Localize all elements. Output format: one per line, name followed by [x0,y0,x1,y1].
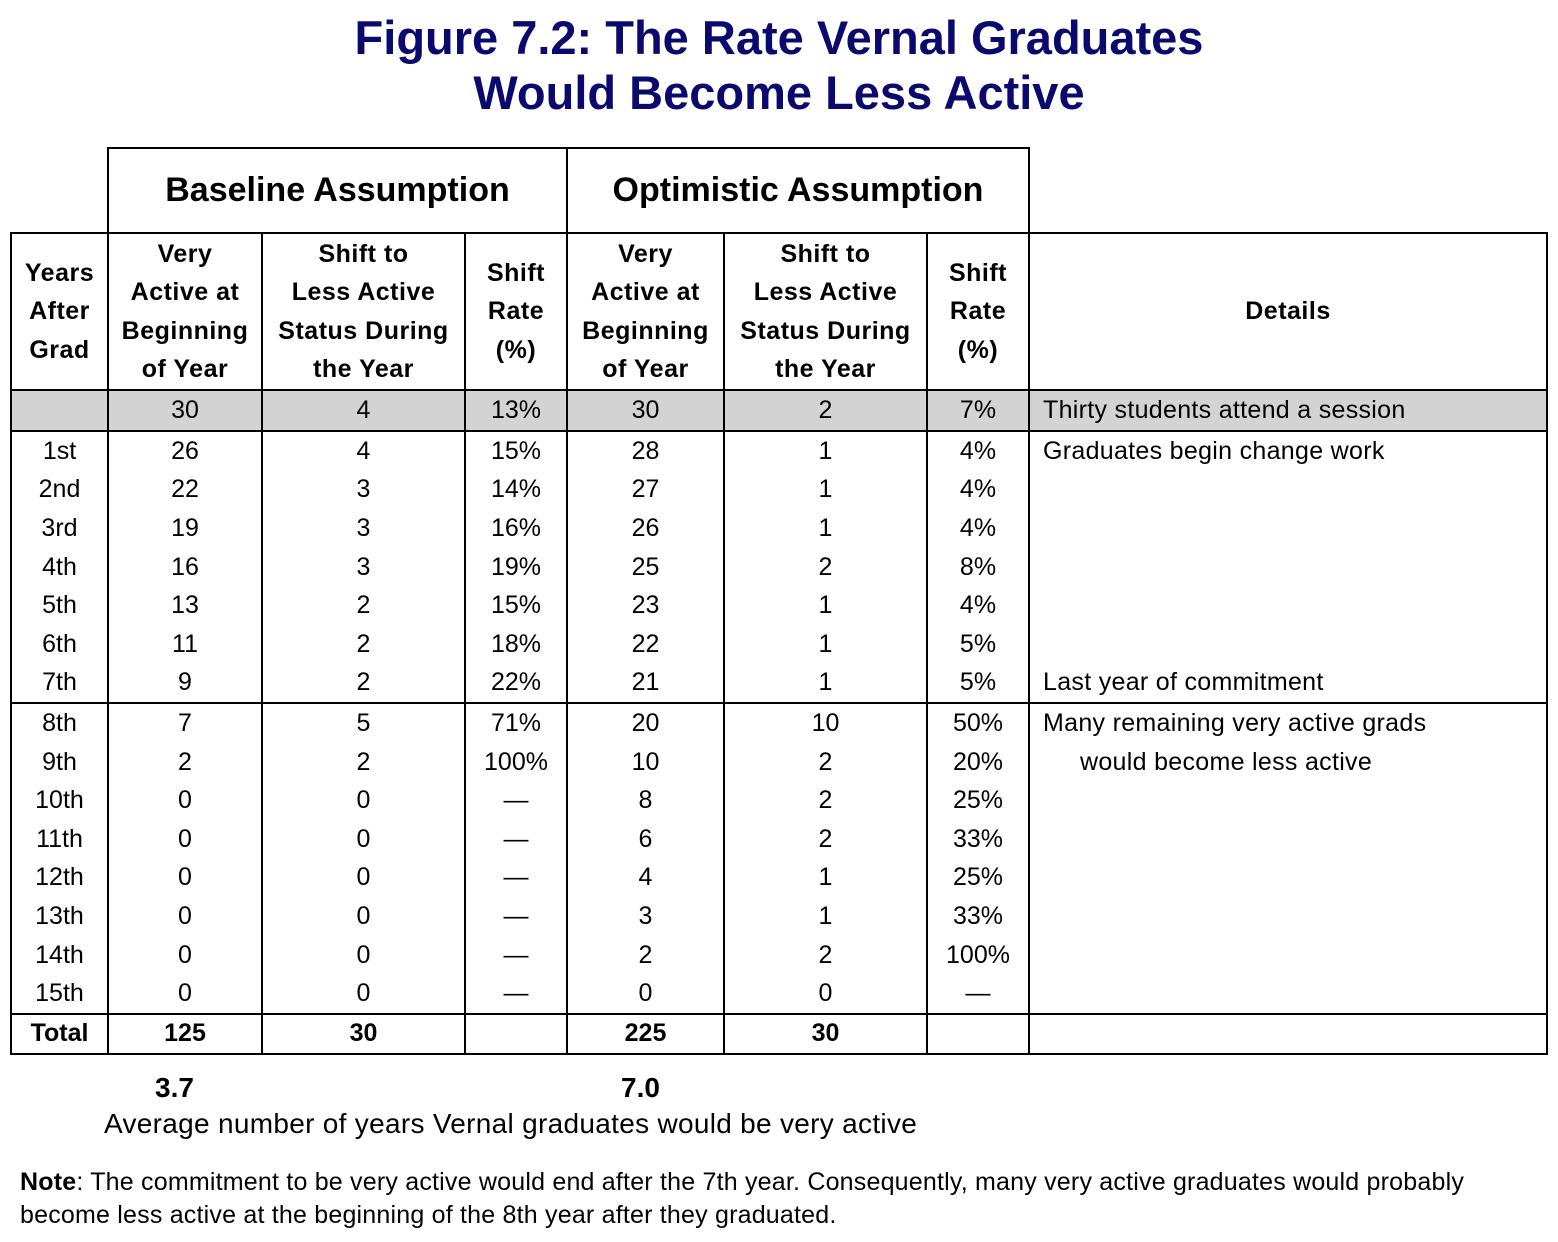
title-line-2: Would Become Less Active [473,66,1085,119]
header-line: Rate [949,297,1007,326]
cell-opt-shift: 2 [724,936,927,975]
cell-opt-active: 23 [567,586,724,625]
cell-base-shift: 0 [262,781,465,820]
cell-opt-shift: 0 [724,974,927,1014]
average-label: Average number of years Vernal graduates would be very active [104,1108,918,1139]
header-line: Less Active [753,278,898,306]
total-label: Total [11,1014,108,1054]
cell-base-shift: 2 [262,664,465,704]
cell-opt-rate: 8% [927,548,1029,587]
cell-base-active: 9 [108,664,262,704]
cell-opt-rate: 33% [927,897,1029,936]
cell-opt-active: 28 [567,431,724,471]
cell-base-shift: 3 [262,471,465,510]
table-row [11,974,1547,1014]
cell-base-rate: 15% [465,586,567,625]
cell-details [1029,820,1547,859]
cell-base-rate: 100% [465,743,567,782]
cell-opt-active: 2 [567,936,724,975]
cell-opt-active: 20 [567,703,724,743]
cell-opt-active: 26 [567,509,724,548]
header-line: Rate [487,297,545,326]
table-row [11,820,1547,859]
total-base-shift: 30 [262,1014,465,1054]
cell-details [1029,586,1547,625]
cell-years: 14th [11,936,108,975]
cell-opt-rate: 4% [927,509,1029,548]
cell-base-active: 2 [108,743,262,782]
cell-opt-rate: 4% [927,431,1029,471]
table-row [11,743,1547,782]
table-row [11,548,1547,587]
cell-base-rate: 22% [465,664,567,704]
cell-years: 1st [11,431,108,471]
cell-base-shift: 3 [262,548,465,587]
total-base-rate [465,1014,567,1054]
cell-base-active: 30 [108,390,262,431]
header-line: the Year [775,355,876,383]
cell-details [1029,936,1547,975]
cell-opt-shift: 2 [724,743,927,782]
cell-base-rate: 71% [465,703,567,743]
total-row [11,1014,1547,1054]
header-line: Shift [948,258,1008,287]
cell-base-shift: 4 [262,390,465,431]
cell-base-rate: 13% [465,390,567,431]
cell-years: 13th [11,897,108,936]
cell-opt-active: 27 [567,471,724,510]
cell-details: would become less active [1029,743,1547,782]
header-line: Beginning [121,316,249,345]
cell-details: Last year of commitment [1029,664,1547,704]
header-line: (%) [957,335,999,364]
header-line: After [29,297,90,326]
cell-base-shift: 0 [262,859,465,898]
header-line: Beginning [582,316,709,345]
cell-base-rate: — [465,936,567,975]
cell-details: Graduates begin change work [1029,431,1547,471]
cell-base-rate: 19% [465,548,567,587]
cell-base-active: 11 [108,625,262,664]
note-label: Note [20,1168,77,1196]
cell-opt-shift: 10 [724,703,927,743]
header-opt-shift-to [724,233,927,390]
cell-details [1029,625,1547,664]
cell-opt-active: 8 [567,781,724,820]
header-line: Years [24,258,95,287]
cell-opt-rate: 25% [927,781,1029,820]
cell-opt-rate: 5% [927,664,1029,704]
header-line: Active at [591,278,700,306]
cell-details: Many remaining very active grads [1029,703,1547,743]
cell-opt-rate: 100% [927,936,1029,975]
cell-base-active: 13 [108,586,262,625]
cell-base-shift: 2 [262,586,465,625]
header-details: Details [1029,233,1547,390]
table-row [11,781,1547,820]
cell-opt-shift: 2 [724,548,927,587]
cell-opt-shift: 1 [724,586,927,625]
cell-base-shift: 3 [262,509,465,548]
cell-opt-shift: 1 [724,509,927,548]
group-header-row [11,148,1547,233]
cell-base-rate: — [465,897,567,936]
cell-opt-active: 0 [567,974,724,1014]
header-line: the Year [313,355,414,383]
cell-years: 4th [11,548,108,587]
cell-base-rate: 15% [465,431,567,471]
table-row [11,509,1547,548]
header-base-shift-to [262,233,465,390]
cell-base-active: 0 [108,974,262,1014]
cell-base-active: 0 [108,936,262,975]
cell-base-rate: 16% [465,509,567,548]
total-base-active: 125 [108,1014,262,1054]
cell-years: 3rd [11,509,108,548]
cell-base-active: 0 [108,897,262,936]
header-line: Shift to [318,239,409,268]
cell-base-rate: 14% [465,471,567,510]
cell-base-active: 26 [108,431,262,471]
cell-base-rate: — [465,859,567,898]
cell-opt-rate: — [927,974,1029,1014]
optimistic-average: 7.0 [621,1072,660,1103]
footnote [20,1166,1540,1232]
figure-title [0,10,1558,120]
cell-base-rate: — [465,781,567,820]
cell-base-shift: 4 [262,431,465,471]
cell-base-active: 0 [108,859,262,898]
baseline-group-header: Baseline Assumption [108,148,567,233]
column-header-row [11,233,1547,390]
cell-base-shift: 2 [262,743,465,782]
optimistic-group-header: Optimistic Assumption [567,148,1029,233]
header-opt-shift-rate [927,233,1029,390]
total-opt-shift: 30 [724,1014,927,1054]
cell-years: 15th [11,974,108,1014]
header-line: Grad [29,335,90,364]
header-line: Shift to [780,239,871,268]
cell-base-shift: 0 [262,820,465,859]
cell-opt-active: 3 [567,897,724,936]
cell-years: 5th [11,586,108,625]
cell-opt-rate: 7% [927,390,1029,431]
cell-opt-shift: 2 [724,820,927,859]
cell-base-rate: — [465,820,567,859]
cell-base-shift: 5 [262,703,465,743]
cell-opt-rate: 4% [927,471,1029,510]
cell-opt-shift: 1 [724,431,927,471]
cell-opt-rate: 20% [927,743,1029,782]
cell-base-active: 19 [108,509,262,548]
table-row [11,431,1547,471]
cell-opt-shift: 1 [724,664,927,704]
header-base-very-active [108,233,262,390]
cell-opt-rate: 50% [927,703,1029,743]
baseline-average: 3.7 [155,1072,194,1103]
cell-details [1029,859,1547,898]
header-line: Less Active [291,278,436,306]
cell-opt-rate: 5% [927,625,1029,664]
cell-years: 12th [11,859,108,898]
cell-base-shift: 2 [262,625,465,664]
total-opt-rate [927,1014,1029,1054]
table-row [11,859,1547,898]
cell-base-shift: 0 [262,936,465,975]
header-years-after-grad [11,233,108,390]
header-opt-very-active [567,233,724,390]
cell-base-active: 16 [108,548,262,587]
cell-details [1029,781,1547,820]
cell-opt-active: 4 [567,859,724,898]
cell-details [1029,897,1547,936]
table-row [11,625,1547,664]
cell-years: 2nd [11,471,108,510]
cell-years [11,390,108,431]
cell-opt-shift: 2 [724,390,927,431]
cell-opt-active: 22 [567,625,724,664]
cell-details [1029,548,1547,587]
cell-opt-active: 6 [567,820,724,859]
cell-years: 6th [11,625,108,664]
table-row [11,703,1547,743]
cell-years: 11th [11,820,108,859]
cell-years: 7th [11,664,108,704]
cell-years: 10th [11,781,108,820]
cell-opt-rate: 25% [927,859,1029,898]
cell-opt-rate: 4% [927,586,1029,625]
header-line: Very [157,239,213,268]
cell-details [1029,509,1547,548]
cell-details [1029,974,1547,1014]
header-line: Status During [278,316,449,345]
cell-opt-active: 25 [567,548,724,587]
cell-opt-shift: 1 [724,897,927,936]
header-line: of Year [141,355,229,383]
cell-base-shift: 0 [262,974,465,1014]
total-opt-active: 225 [567,1014,724,1054]
header-line: Very [618,239,673,268]
table-row [11,586,1547,625]
cell-years: 9th [11,743,108,782]
header-base-shift-rate [465,233,567,390]
cell-opt-rate: 33% [927,820,1029,859]
cell-opt-shift: 1 [724,625,927,664]
table-row [11,936,1547,975]
cell-base-active: 7 [108,703,262,743]
cell-opt-active: 30 [567,390,724,431]
cell-opt-active: 21 [567,664,724,704]
cell-base-rate: 18% [465,625,567,664]
table-row [11,471,1547,510]
cell-base-active: 22 [108,471,262,510]
cell-base-active: 0 [108,820,262,859]
cell-opt-active: 10 [567,743,724,782]
cell-base-rate: — [465,974,567,1014]
table-row [11,897,1547,936]
header-line: of Year [602,355,689,383]
cell-base-shift: 0 [262,897,465,936]
cell-details: Thirty students attend a session [1029,390,1547,431]
title-line-1: Figure 7.2: The Rate Vernal Graduates [354,11,1204,64]
cell-details [1029,471,1547,510]
table-row [11,664,1547,704]
cell-opt-shift: 1 [724,471,927,510]
cell-years: 8th [11,703,108,743]
data-table [10,147,1548,1055]
header-line: Shift [486,258,546,287]
note-text: : The commitment to be very active would end after the 7th year. Consequently, many very active graduates would probably become less active at the beginning of the 8th year after they graduated. [20,1168,1465,1229]
header-line: Status During [740,316,911,345]
header-line: (%) [495,335,537,364]
header-line: Active at [130,278,240,306]
cell-opt-shift: 2 [724,781,927,820]
cell-base-active: 0 [108,781,262,820]
initial-row [11,390,1547,431]
cell-opt-shift: 1 [724,859,927,898]
total-details [1029,1014,1547,1054]
